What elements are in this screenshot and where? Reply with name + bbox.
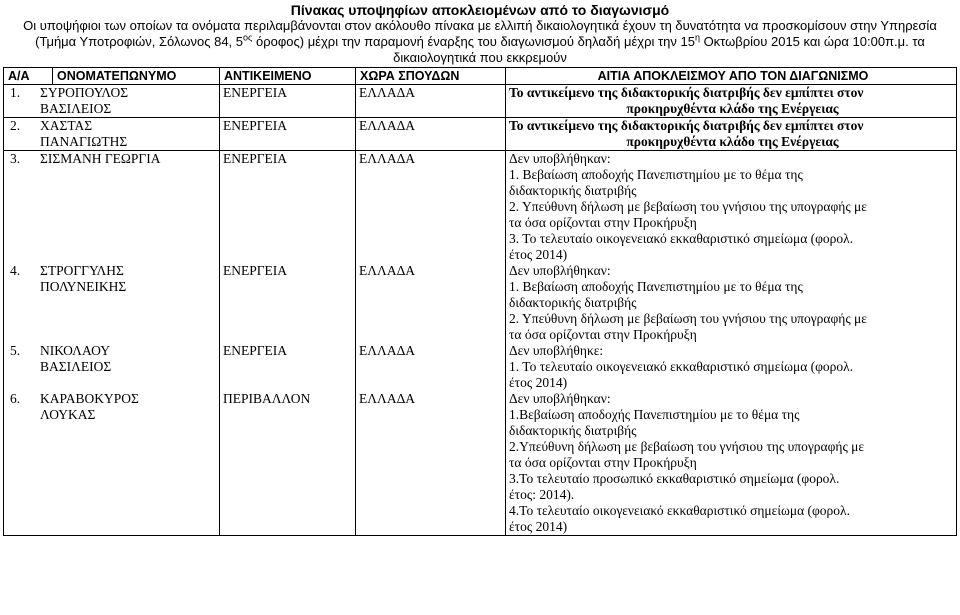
intro-text-3: Οκτωβρίου 2015 και ώρα 10:00π.μ. τα δικαιολογητικά που εκκρεμούν <box>393 34 925 65</box>
column-header-reason: ΑΙΤΙΑ ΑΠΟΚΛΕΙΣΜΟΥ ΑΠΟ ΤΟΝ ΔΙΑΓΩΝΙΣΜΟ <box>506 68 957 85</box>
reason-line: προκηρυχθέντα κλάδο της Ενέργειας <box>626 134 839 149</box>
column-header-country: ΧΩΡΑ ΣΠΟΥΔΩΝ <box>356 68 506 85</box>
reason-line: προκηρυχθέντα κλάδο της Ενέργειας <box>626 101 839 116</box>
reason-line: Δεν υποβλήθηκε: <box>509 343 604 358</box>
reason-line: 2.Υπεύθυνη δήλωση με βεβαίωση του γνήσιου της υπογραφής με <box>509 439 865 454</box>
row-reason <box>506 263 957 343</box>
table-row <box>4 85 957 118</box>
row-name-line: ΛΟΥΚΑΣ <box>40 407 96 422</box>
row-subject: ΕΝΕΡΓΕΙΑ <box>220 118 356 151</box>
table-row <box>4 391 957 536</box>
reason-line: τα όσα ορίζονται στην Προκήρυξη <box>509 215 697 230</box>
reason-line: Δεν υποβλήθηκαν: <box>509 263 611 278</box>
row-country: ΕΛΛΑΔΑ <box>356 391 506 536</box>
row-name-cell <box>4 151 220 264</box>
row-name-line: ΒΑΣΙΛΕΙΟΣ <box>40 101 112 116</box>
reason-line: 1. Το τελευταίο οικογενειακό εκκαθαριστικό σημείωμα (φορολ. <box>509 359 854 374</box>
reason-line: έτος 2014) <box>509 375 568 390</box>
intro-superscript-1: ος <box>243 32 253 43</box>
reason-line: έτος 2014) <box>509 247 568 262</box>
row-country: ΕΛΛΑΔΑ <box>356 118 506 151</box>
reason-line: διδακτορικής διατριβής <box>509 423 637 438</box>
table-row <box>4 118 957 151</box>
row-number: 5. <box>10 343 21 358</box>
intro-superscript-2: η <box>694 32 700 43</box>
reason-line: τα όσα ορίζονται στην Προκήρυξη <box>509 327 697 342</box>
column-header-number: Α/Α <box>4 68 53 85</box>
reason-line: 3. Το τελευταίο οικογενειακό εκκαθαριστικό σημείωμα (φορολ. <box>509 231 854 246</box>
intro-text-2: όροφος) μέχρι την παραμονή έναρξης του διαγωνισμού δηλαδή μέχρι την 15 <box>252 34 695 49</box>
row-name-line: ΝΙΚΟΛΑΟΥ <box>40 343 110 358</box>
row-country: ΕΛΛΑΔΑ <box>356 151 506 264</box>
row-reason <box>506 85 957 118</box>
row-subject: ΠΕΡΙΒΑΛΛΟΝ <box>220 391 356 536</box>
row-name-cell <box>4 85 220 118</box>
row-number: 1. <box>10 85 21 100</box>
row-subject: ΕΝΕΡΓΕΙΑ <box>220 85 356 118</box>
table-row <box>4 263 957 343</box>
row-name-line: ΣΤΡΟΓΓΥΛΗΣ <box>40 263 124 278</box>
excluded-candidates-table <box>3 67 957 536</box>
row-number: 2. <box>10 118 21 133</box>
reason-line: διδακτορικής διατριβής <box>509 183 637 198</box>
intro-text-1: Οι υποψήφιοι των οποίων τα ονόματα περιλαμβάνονται στον ακόλουθο πίνακα με ελλιπή δικαιολογητικά έχουν τη δυνατότητα να προσκομίσουν στην Υπηρεσία (Τμήμα Υποτροφιών, Σόλωνος 84, 5 <box>23 18 937 49</box>
row-number: 6. <box>10 391 21 406</box>
row-name-cell <box>4 118 220 151</box>
document-page <box>0 0 960 66</box>
row-country: ΕΛΛΑΔΑ <box>356 85 506 118</box>
reason-line: διδακτορικής διατριβής <box>509 295 637 310</box>
row-number: 4. <box>10 263 21 278</box>
row-name-line: ΠΑΝΑΓΙΩΤΗΣ <box>40 134 128 149</box>
column-header-name: ΟΝΟΜΑΤΕΠΩΝΥΜΟ <box>53 68 220 85</box>
row-name-line: ΣΥΡΟΠΟΥΛΟΣ <box>40 85 129 100</box>
reason-line: 2. Υπεύθυνη δήλωση με βεβαίωση του γνήσιου της υπογραφής με <box>509 199 867 214</box>
reason-line: 3.Το τελευταίο προσωπικό εκκαθαριστικό σημείωμα (φορολ. <box>509 471 840 486</box>
reason-line: έτος 2014) <box>509 519 568 534</box>
row-name-cell <box>4 343 220 391</box>
row-country: ΕΛΛΑΔΑ <box>356 263 506 343</box>
intro-paragraph <box>0 18 960 66</box>
reason-line: έτος: 2014). <box>509 487 575 502</box>
row-name-cell <box>4 263 220 343</box>
table-row <box>4 343 957 391</box>
row-reason <box>506 151 957 264</box>
column-header-subject: ΑΝΤΙΚΕΙΜΕΝΟ <box>220 68 356 85</box>
row-name-line: ΚΑΡΑΒΟΚΥΡΟΣ <box>40 391 139 406</box>
row-reason <box>506 343 957 391</box>
row-name-line: ΠΟΛΥΝΕΙΚΗΣ <box>40 279 127 294</box>
row-name-line: ΣΙΣΜΑΝΗ ΓΕΩΡΓΙΑ <box>40 151 161 166</box>
reason-line: 1. Βεβαίωση αποδοχής Πανεπιστημίου με το θέμα της <box>509 167 803 182</box>
reason-line: 4.Το τελευταίο οικογενειακό εκκαθαριστικό σημείωμα (φορολ. <box>509 503 850 518</box>
reason-line: Το αντικείμενο της διδακτορικής διατριβής δεν εμπίπτει στον <box>509 118 864 133</box>
row-reason <box>506 391 957 536</box>
table-header-row <box>4 68 957 85</box>
row-country: ΕΛΛΑΔΑ <box>356 343 506 391</box>
row-reason <box>506 118 957 151</box>
row-name-cell <box>4 391 220 536</box>
row-subject: ΕΝΕΡΓΕΙΑ <box>220 263 356 343</box>
reason-line: 1. Βεβαίωση αποδοχής Πανεπιστημίου με το θέμα της <box>509 279 803 294</box>
reason-line: 2. Υπεύθυνη δήλωση με βεβαίωση του γνήσιου της υπογραφής με <box>509 311 867 326</box>
reason-line: Δεν υποβλήθηκαν: <box>509 391 611 406</box>
row-number: 3. <box>10 151 21 166</box>
reason-line: Δεν υποβλήθηκαν: <box>509 151 611 166</box>
row-subject: ΕΝΕΡΓΕΙΑ <box>220 343 356 391</box>
reason-line: 1.Βεβαίωση αποδοχής Πανεπιστημίου με το θέμα της <box>509 407 800 422</box>
table-row <box>4 151 957 264</box>
reason-line: τα όσα ορίζονται στην Προκήρυξη <box>509 455 697 470</box>
row-name-line: ΒΑΣΙΛΕΙΟΣ <box>40 359 112 374</box>
reason-line: Το αντικείμενο της διδακτορικής διατριβής δεν εμπίπτει στον <box>509 85 864 100</box>
row-name-line: ΧΑΣΤΑΣ <box>40 118 93 133</box>
row-subject: ΕΝΕΡΓΕΙΑ <box>220 151 356 264</box>
page-title: Πίνακας υποψηφίων αποκλειομένων από το διαγωνισμό <box>290 2 670 18</box>
